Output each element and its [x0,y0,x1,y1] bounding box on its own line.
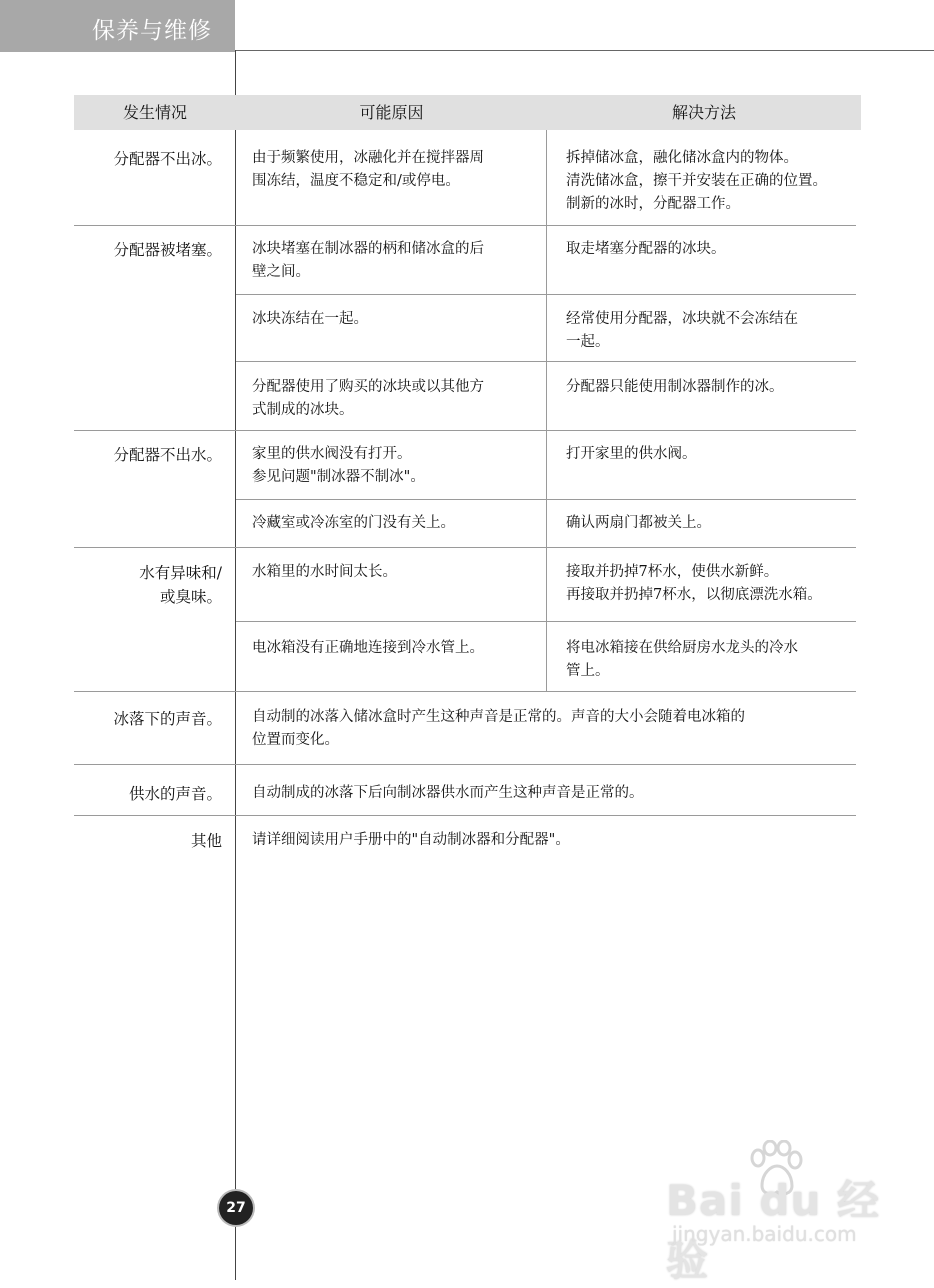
symptom-cell: 分配器不出水。 [113,446,222,464]
row-divider [236,361,856,362]
row-divider [74,815,856,816]
header-cause: 可能原因 [359,103,424,122]
symptom-cell: 其他 [190,832,222,850]
section-title: 保养与维修 [92,18,212,44]
margin-rule [235,50,236,1280]
cause-cell: 家里的供水阀没有打开。 参见问题"制冰器不制冰"。 [252,446,425,485]
solution-cell: 经常使用分配器，冰块就不会冻结在 一起。 [566,311,798,350]
cause-cell: 水箱里的水时间太长。 [252,564,397,580]
cause-cell: 电冰箱没有正确地连接到冷水管上。 [252,640,484,656]
cause-cell: 分配器使用了购买的冰块或以其他方 式制成的冰块。 [252,379,484,418]
note-cell: 自动制的冰落入储冰盒时产生这种声音是正常的。声音的大小会随着电冰箱的 位置而变化。 [252,709,745,748]
row-divider [74,691,856,692]
header-symptom: 发生情况 [122,103,187,122]
row-divider [74,764,856,765]
note-cell: 自动制成的冰落下后向制冰器供水而产生这种声音是正常的。 [252,785,644,801]
row-divider [236,621,856,622]
header-rule [235,50,934,51]
solution-cell: 打开家里的供水阀。 [566,446,697,462]
symptom-cell: 供水的声音。 [128,785,222,803]
page-number: 27 [219,1191,253,1225]
solution-cell: 分配器只能使用制冰器制作的冰。 [566,379,784,395]
row-divider [236,499,856,500]
solution-cell: 取走堵塞分配器的冰块。 [566,241,726,257]
solution-cell: 将电冰箱接在供给厨房水龙头的冷水 管上。 [566,640,798,679]
solution-cell: 接取并扔掉7杯水，使供水新鲜。 再接取并扔掉7杯水，以彻底漂洗水箱。 [566,564,822,603]
note-cell: 请详细阅读用户手册中的"自动制冰器和分配器"。 [252,832,570,848]
baidu-watermark [660,1140,910,1285]
symptom-cell: 分配器不出冰。 [113,150,222,168]
cause-cell: 由于频繁使用，冰融化并在搅拌器周 围冻结，温度不稳定和/或停电。 [252,150,484,189]
cause-cell: 冷藏室或冷冻室的门没有关上。 [252,515,455,531]
row-divider [74,547,856,548]
watermark-logo: Bai du 经验 [666,1176,880,1285]
section-title-tab [0,0,235,52]
solution-cell: 拆掉储冰盒，融化储冰盒内的物体。 清洗储冰盒，擦干并安装在正确的位置。 制新的冰时，分配器工作。 [566,150,827,212]
column-separator [546,130,547,691]
row-divider [236,294,856,295]
solution-cell: 确认两扇门都被关上。 [566,515,711,531]
header-solution: 解决方法 [671,103,736,122]
symptom-cell: 分配器被堵塞。 [113,241,222,259]
cause-cell: 冰块堵塞在制冰器的柄和储冰盒的后 壁之间。 [252,241,484,280]
row-divider [74,225,856,226]
symptom-cell: 冰落下的声音。 [113,710,222,728]
table-header [74,95,861,130]
row-divider [74,430,856,431]
symptom-cell: 水有异味和/ 或臭味。 [139,564,222,606]
cause-cell: 冰块冻结在一起。 [252,311,368,327]
watermark-url: jingyan.baidu.com [672,1222,857,1246]
